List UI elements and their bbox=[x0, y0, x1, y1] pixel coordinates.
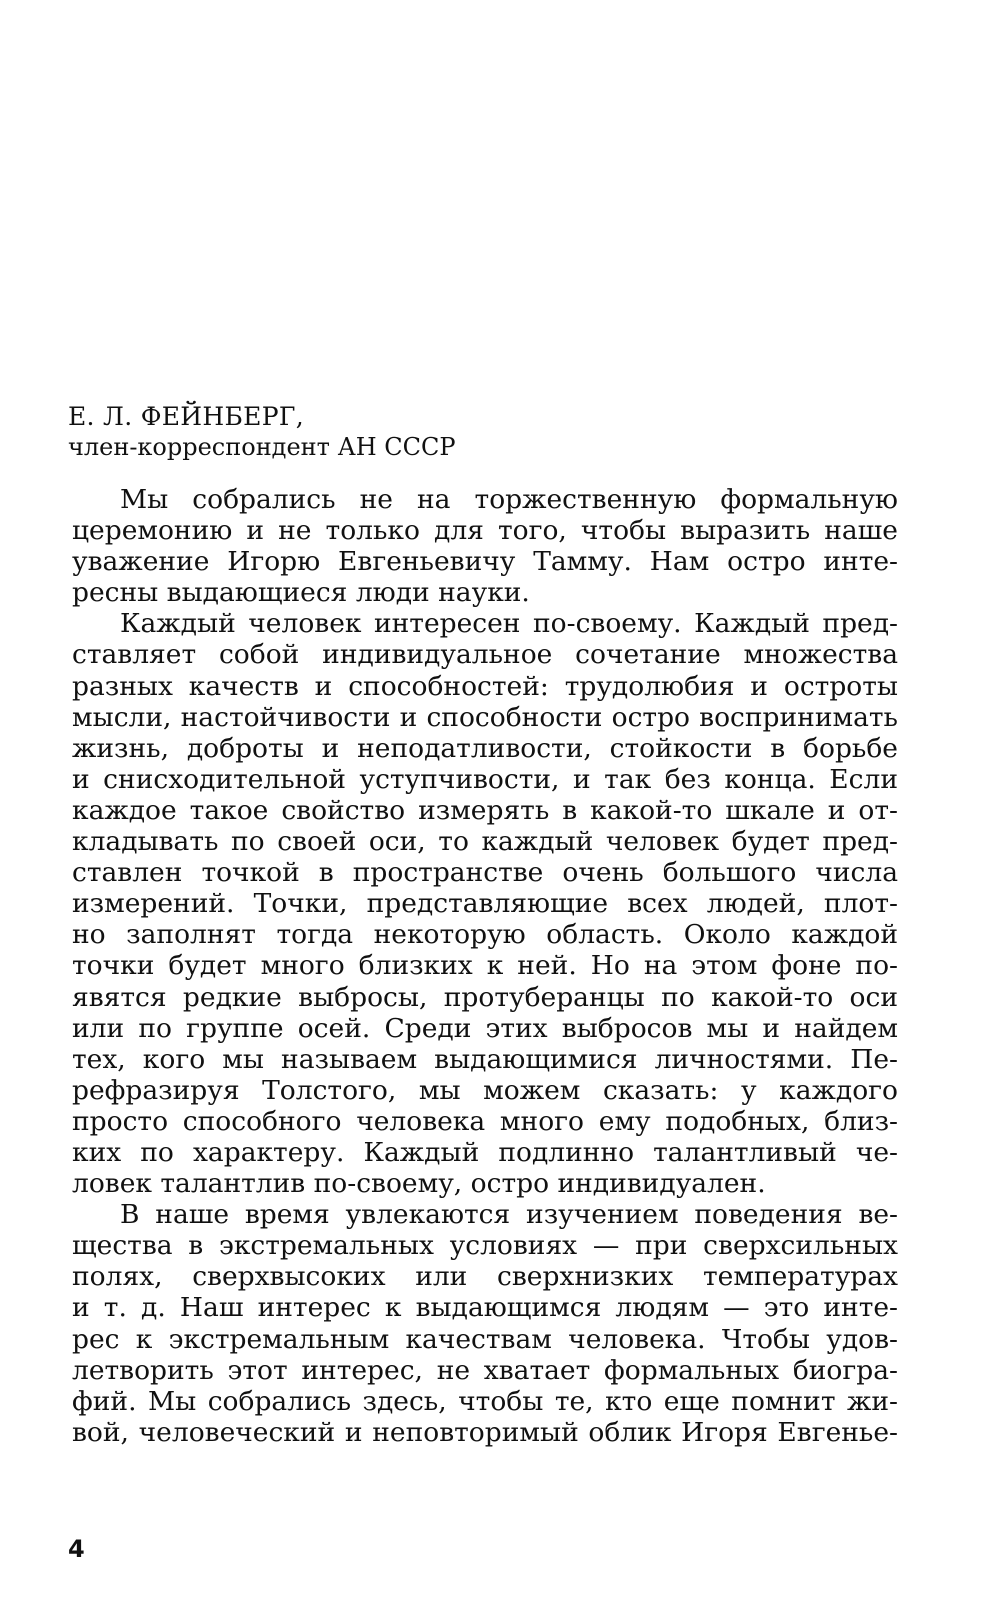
text-line: или по группе осей. Среди этих выбросов мы и найдем bbox=[72, 1012, 898, 1044]
text-line: полях, сверхвысоких или сверхнизких температурах bbox=[72, 1261, 898, 1293]
text-line: кладывать по своей оси, то каждый человек будет пред- bbox=[72, 826, 898, 858]
text-line: жизнь, доброты и неподатливости, стойкости в борьбе bbox=[72, 732, 898, 764]
text-line: вой, человеческий и неповторимый облик Игоря Евгенье- bbox=[72, 1416, 898, 1448]
text-line: ловек талантлив по-своему, остро индивидуален. bbox=[72, 1168, 766, 1200]
text-line: уважение Игорю Евгеньевичу Тамму. Нам остро инте- bbox=[72, 546, 898, 578]
text-line: В наше время увлекаются изучением поведения ве- bbox=[120, 1199, 898, 1231]
text-line: летворить этот интерес, не хватает формальных биогра- bbox=[72, 1354, 898, 1386]
text-line: каждое такое свойство измерять в какой-то шкале и от- bbox=[72, 794, 898, 826]
text-line: фий. Мы собрались здесь, чтобы те, кто еще помнит жи- bbox=[72, 1385, 898, 1417]
text-line: но заполнят тогда некоторую область. Около каждой bbox=[72, 919, 898, 951]
text-line: разных качеств и способностей: трудолюбия и остроты bbox=[72, 670, 898, 702]
text-line: ресны выдающиеся люди науки. bbox=[72, 577, 530, 609]
body-text bbox=[72, 484, 898, 1448]
text-line: Мы собрались не на торжественную формальную bbox=[120, 484, 898, 515]
text-line: щества в экстремальных условиях — при сверхсильных bbox=[72, 1230, 898, 1262]
text-line: тех, кого мы называем выдающимися личностями. Пе- bbox=[72, 1043, 898, 1075]
text-line: ких по характеру. Каждый подлинно талантливый че- bbox=[72, 1136, 898, 1168]
text-line: рефразируя Толстого, мы можем сказать: у каждого bbox=[72, 1074, 898, 1106]
text-line: мысли, настойчивости и способности остро воспринимать bbox=[72, 701, 898, 733]
text-line: ставляет собой индивидуальное сочетание множества bbox=[72, 639, 898, 671]
text-line: явятся редкие выбросы, протуберанцы по какой-то оси bbox=[72, 981, 898, 1013]
text-line: церемонию и не только для того, чтобы выразить наше bbox=[72, 515, 898, 547]
text-line: просто способного человека много ему подобных, близ- bbox=[72, 1105, 898, 1137]
author-title: член-корреспондент АН СССР bbox=[68, 433, 456, 461]
text-line: и т. д. Наш интерес к выдающимся людям — это инте- bbox=[72, 1292, 898, 1324]
text-line: и снисходительной уступчивости, и так без конца. Если bbox=[72, 763, 898, 795]
text-line: точки будет много близких к ней. Но на этом фоне по- bbox=[72, 950, 898, 982]
page-number: 4 bbox=[68, 1535, 85, 1563]
text-line: ставлен точкой в пространстве очень большого числа bbox=[72, 857, 898, 889]
author-name: Е. Л. ФЕЙНБЕРГ, bbox=[68, 402, 304, 431]
text-line: Каждый человек интересен по-своему. Каждый пред- bbox=[120, 608, 898, 640]
text-line: измерений. Точки, представляющие всех людей, плот- bbox=[72, 888, 898, 920]
author-block bbox=[68, 402, 908, 462]
text-line: рес к экстремальным качествам человека. Чтобы удов- bbox=[72, 1323, 898, 1355]
